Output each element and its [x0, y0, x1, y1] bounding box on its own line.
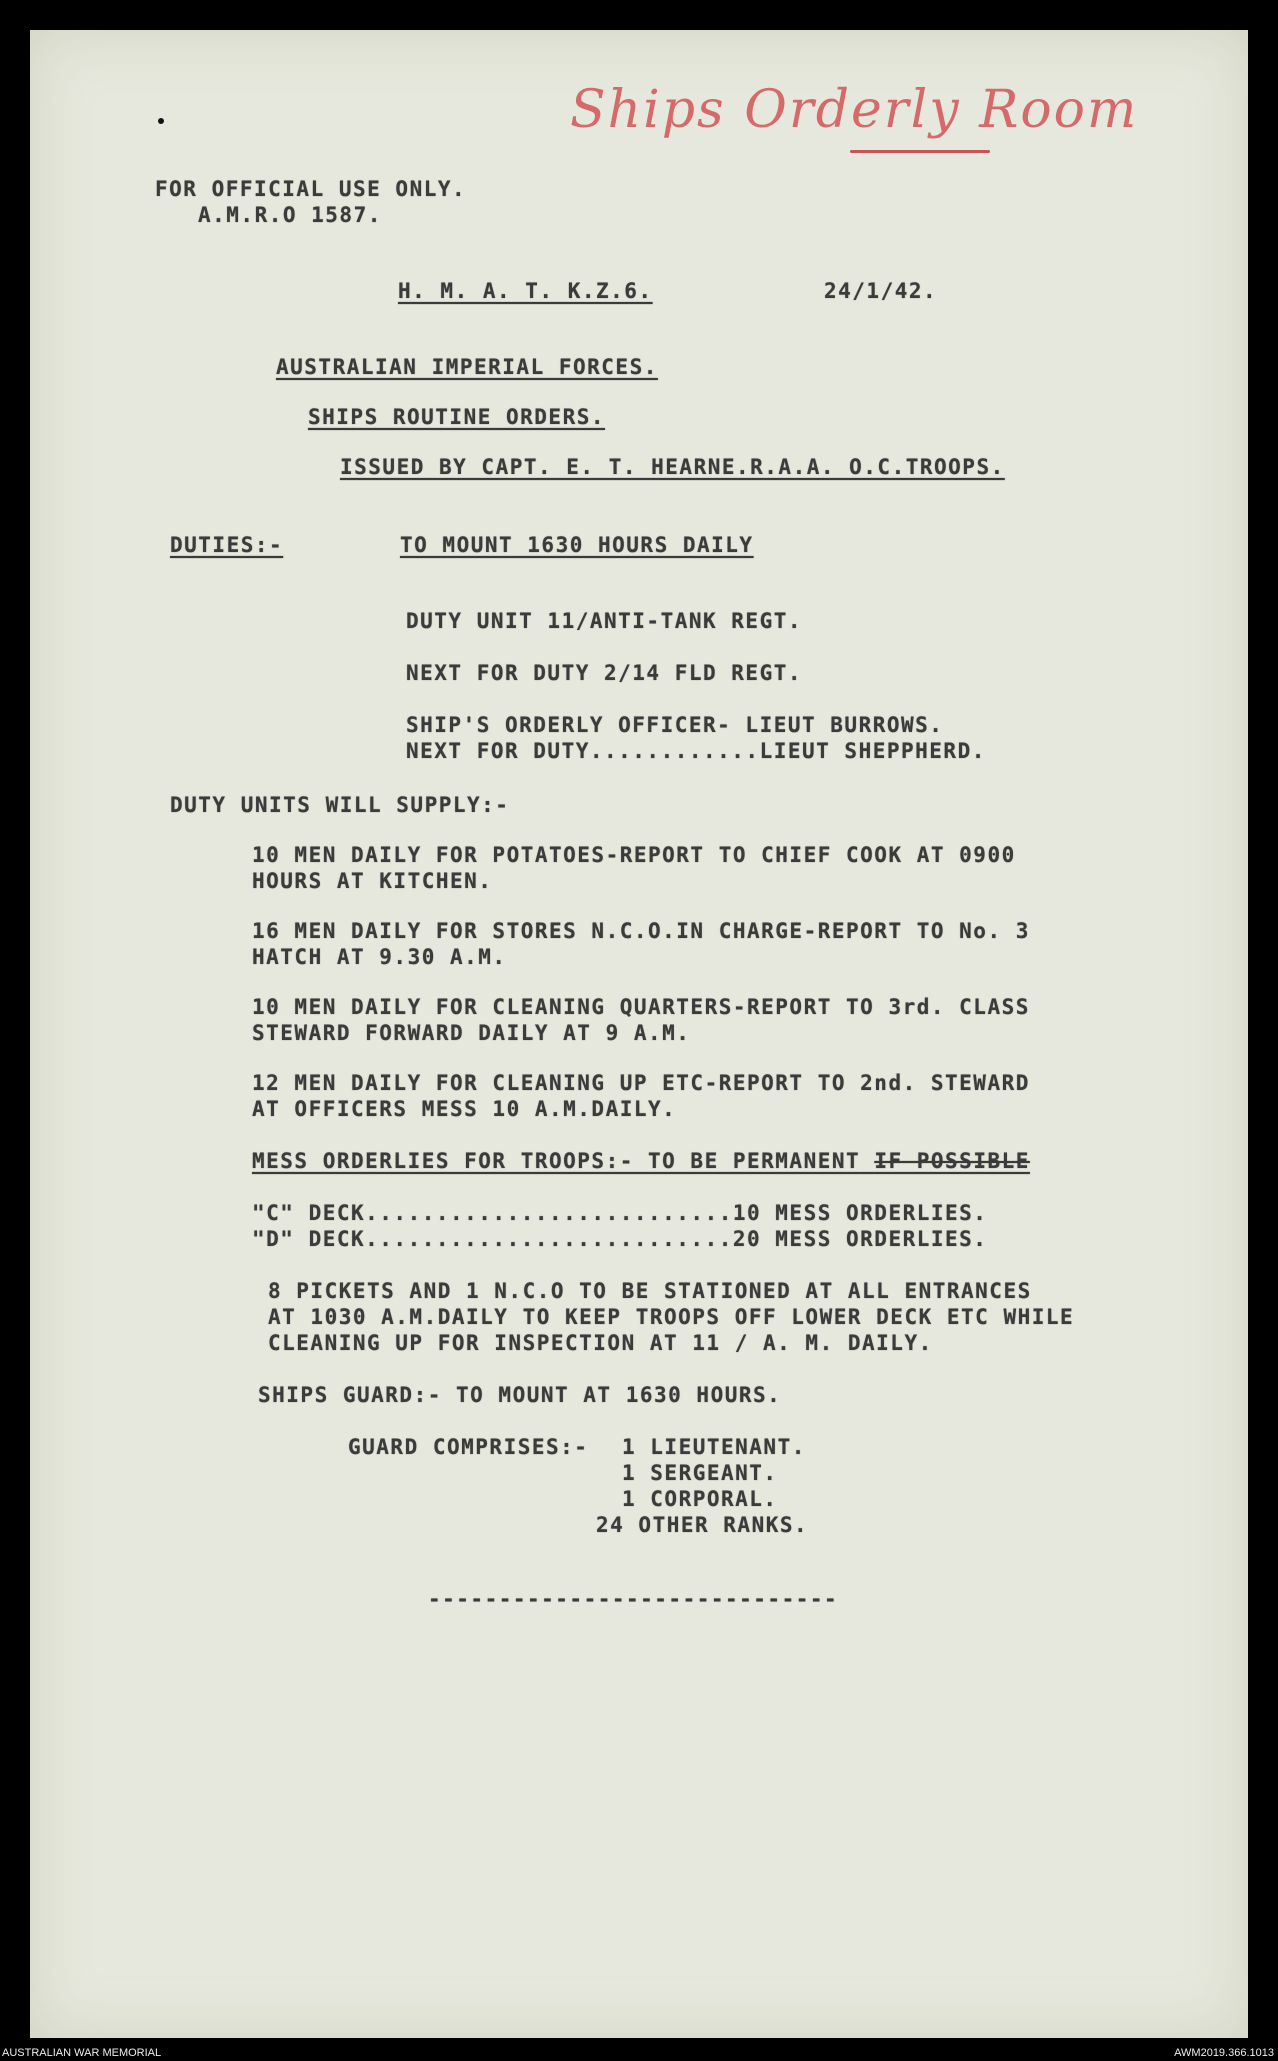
- mess-heading: [252, 1148, 1030, 1174]
- guard-rank: 1 CORPORAL.: [622, 1487, 778, 1511]
- c-deck-line: "C" DECK..........................10 MESS ORDERLIES.: [252, 1201, 988, 1225]
- footer-right: AWM2019.366.1013: [1174, 2047, 1274, 2059]
- supply-item-line: STEWARD FORWARD DAILY AT 9 A.M.: [252, 1021, 691, 1045]
- orderly-officer: SHIP'S ORDERLY OFFICER- LIEUT BURROWS.: [406, 713, 944, 737]
- supply-item-line: 12 MEN DAILY FOR CLEANING UP ETC-REPORT TO 2nd. STEWARD: [252, 1071, 1030, 1095]
- guard-rank: 24 OTHER RANKS.: [596, 1513, 809, 1537]
- supply-item-line: 16 MEN DAILY FOR STORES N.C.O.IN CHARGE-REPORT TO No. 3: [252, 919, 1030, 943]
- mess-heading-struck: IF POSSIBLE: [874, 1149, 1030, 1173]
- pickets-line: CLEANING UP FOR INSPECTION AT 11 / A. M. DAILY.: [268, 1331, 933, 1355]
- supply-item-line: AT OFFICERS MESS 10 A.M.DAILY.: [252, 1097, 677, 1121]
- orders-title: SHIPS ROUTINE ORDERS.: [308, 405, 606, 429]
- pickets-line: AT 1030 A.M.DAILY TO KEEP TROOPS OFF LOWER DECK ETC WHILE: [268, 1305, 1075, 1329]
- force-title: AUSTRALIAN IMPERIAL FORCES.: [276, 355, 658, 379]
- d-deck-line: "D" DECK..........................20 MESS ORDERLIES.: [252, 1227, 988, 1251]
- supply-item-line: HOURS AT KITCHEN.: [252, 869, 493, 893]
- guard-comprises-label: GUARD COMPRISES:-: [348, 1435, 589, 1459]
- supply-item-line: HATCH AT 9.30 A.M.: [252, 945, 507, 969]
- document-page: [30, 30, 1248, 2038]
- mess-heading-text: MESS ORDERLIES FOR TROOPS:- TO BE PERMANENT: [252, 1149, 861, 1173]
- guard-rank: 1 LIEUTENANT.: [622, 1435, 806, 1459]
- duties-mount: TO MOUNT 1630 HOURS DAILY: [400, 533, 754, 557]
- guard-rank: 1 SERGEANT.: [622, 1461, 778, 1485]
- handwritten-annotation: Ships Orderly Room: [570, 80, 1139, 140]
- next-orderly-officer: NEXT FOR DUTY............LIEUT SHEPPHERD.: [406, 739, 986, 763]
- guard-heading: SHIPS GUARD:- TO MOUNT AT 1630 HOURS.: [258, 1383, 782, 1407]
- closing-divider: -----------------------------: [428, 1587, 839, 1611]
- supply-heading: DUTY UNITS WILL SUPPLY:-: [170, 793, 510, 817]
- handwritten-underline: [850, 150, 990, 153]
- duties-label: DUTIES:-: [170, 533, 284, 557]
- supply-item-line: 10 MEN DAILY FOR POTATOES-REPORT TO CHIEF COOK AT 0900: [252, 843, 1016, 867]
- supply-item-line: 10 MEN DAILY FOR CLEANING QUARTERS-REPORT TO 3rd. CLASS: [252, 995, 1030, 1019]
- ink-mark: [158, 118, 164, 124]
- restriction-line: FOR OFFICIAL USE ONLY.: [155, 177, 467, 201]
- issued-by-line: ISSUED BY CAPT. E. T. HEARNE.R.A.A. O.C.TROOPS.: [340, 455, 1005, 479]
- document-date: 24/1/42.: [824, 279, 938, 303]
- pickets-line: 8 PICKETS AND 1 N.C.O TO BE STATIONED AT ALL ENTRANCES: [268, 1279, 1032, 1303]
- next-for-duty: NEXT FOR DUTY 2/14 FLD REGT.: [406, 661, 803, 685]
- duty-unit: DUTY UNIT 11/ANTI-TANK REGT.: [406, 609, 803, 633]
- ship-designation: H. M. A. T. K.Z.6.: [398, 279, 653, 303]
- reference-number: A.M.R.O 1587.: [198, 203, 382, 227]
- footer-left: AUSTRALIAN WAR MEMORIAL: [2, 2047, 162, 2059]
